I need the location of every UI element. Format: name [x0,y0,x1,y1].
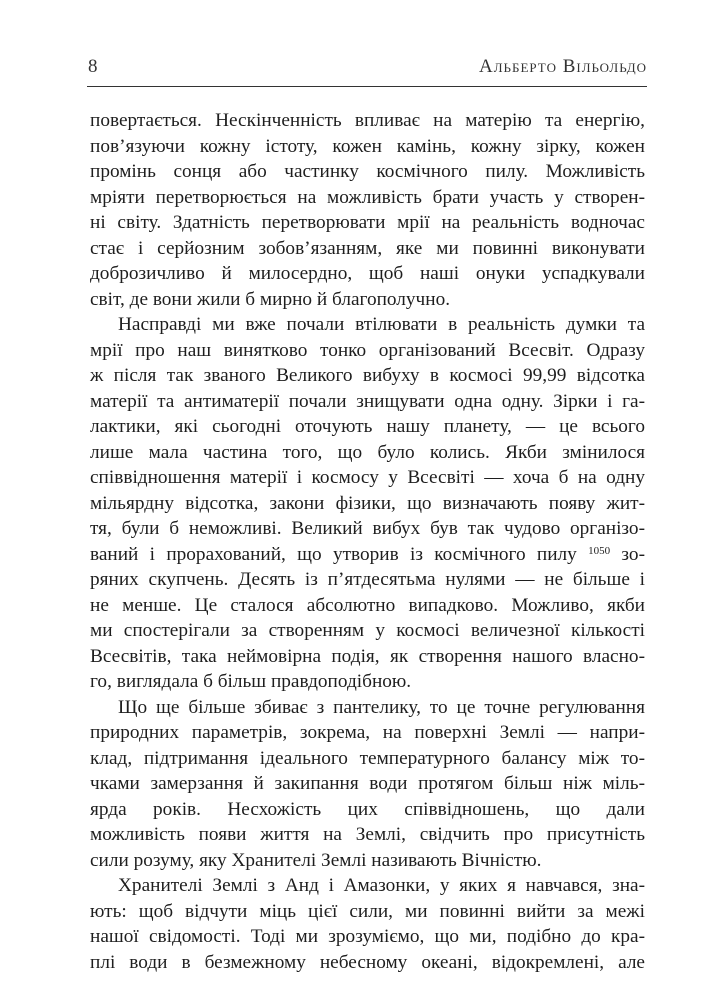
text-line: го, виглядала б більш правдоподібною. [90,671,412,692]
text-line: плі води в безмежному небесному океані, відокремлені, але [90,951,645,973]
paragraph [90,312,645,695]
text-line: мріяти перетворюється на можливість брати участь у створен- [90,186,645,208]
text-line: ж після так званого Великого вибуху в космосі 99,99 відсотка [90,365,645,386]
text-line: співвідношення матерії і космосу у Всесвіті — хоча б на одну [90,467,645,488]
text-line: можливість появи життя на Землі, свідчить про присутність [90,824,645,845]
running-head-author: Альберто Вільольдо [479,56,647,77]
text-span: зо- [610,543,645,565]
text-line: ми спостерігали за створенням у космосі величезної кількості [90,620,645,641]
text-line: Насправді ми вже почали втілювати в реальність думки та [118,314,645,335]
text-line: Хранителі Землі з Анд і Амазонки, у яких я навчався, зна- [118,875,645,896]
text-span: ваний і прорахований, що утворив із космічного пилу [90,543,589,565]
text-line: клад, підтримання ідеального температурного балансу між то- [90,747,645,769]
text-line: промінь сонця або частинку космічного пилу. Можливість [90,161,645,182]
text-line: доброзичливо й милосердно, щоб наші онуки успадкували [90,263,645,284]
text-line: природних параметрів, зокрема, на поверхні Землі — напри- [90,722,645,743]
text-line: лише мала частина того, що було колись. Якби змінилося [90,441,645,463]
text-line: нашої свідомості. Тоді ми зрозуміємо, що ми, подібно до кра- [90,926,645,947]
text-line: Що ще більше збиває з пантелику, то це точне регулювання [118,696,645,718]
text-line: тя, були б неможливі. Великий вибух був так чудово організо- [90,518,645,539]
text-line: мрії про наш винятково тонко організований Всесвіт. Одразу [90,339,645,361]
text-line: ряних скупчень. Десять із п’ятдесятьма нулями — не більше і [90,569,645,590]
text-line [90,542,645,568]
text-line: Всесвітів, така неймовірна подія, як створення нашого власно- [90,645,645,667]
text-line: ярда років. Несхожість цих співвідношень, що дали [90,798,645,820]
page-number: 8 [88,56,98,77]
paragraph [90,108,645,312]
text-line: стає і серйозним зобов’язанням, яке ми повинні виконувати [90,237,645,259]
text-line: не менше. Це сталося абсолютно випадково. Можливо, якби [90,594,645,616]
superscript: 1050 [588,544,611,557]
body-text [90,108,645,975]
text-line: повертається. Нескінченність впливає на матерію та енергію, [90,110,645,131]
text-line: матерії та антиматерії почали знищувати одна одну. Зірки і га- [90,390,645,412]
paragraph [90,695,645,874]
paragraph [90,873,645,975]
text-line: пов’язуючи кожну істоту, кожен камінь, кожну зірку, кожен [90,135,645,157]
text-line: лактики, які сьогодні оточують нашу планету, — це всього [90,416,645,437]
text-line: сили розуму, яку Хранителі Землі називають Вічністю. [90,849,542,871]
text-line: чками замерзання й закипання води протягом більш ніж міль- [90,773,645,794]
running-header [87,52,647,87]
text-line: світ, де вони жили б мирно й благополучно. [90,288,451,310]
text-line: ють: щоб відчути міць цієї сили, ми повинні вийти за межі [90,900,645,922]
text-line: ні світу. Здатність перетворювати мрії на реальність водночас [90,212,645,233]
text-line: мільярдну відсотка, закони фізики, що визначають появу жит- [90,492,645,514]
